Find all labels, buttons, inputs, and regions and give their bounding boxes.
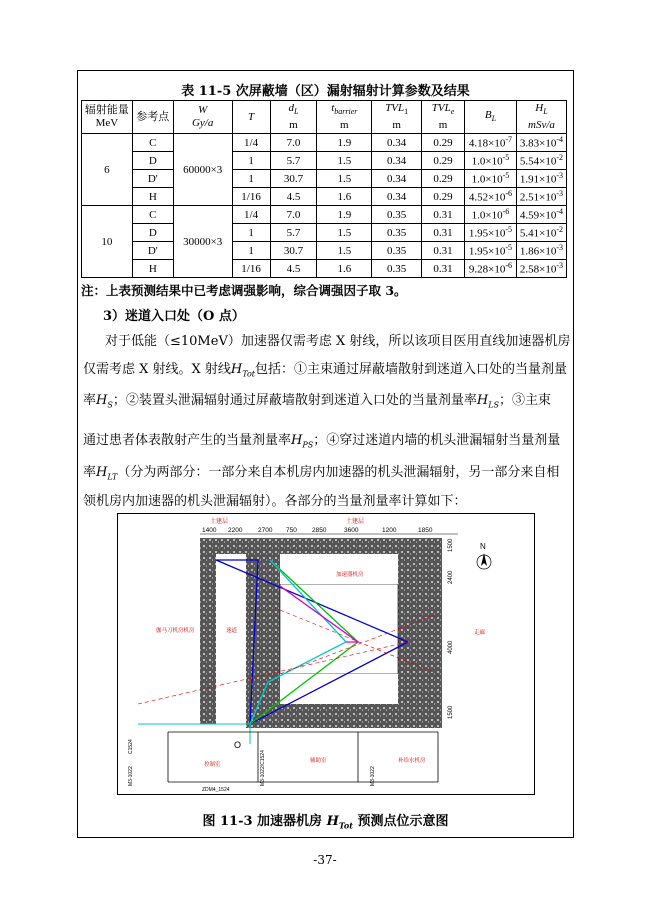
label-bottom1: 控制室 — [204, 762, 221, 768]
header-tvl1: $TVL_1$ m — [372, 101, 422, 134]
cell-tvle: 0.31 — [422, 224, 465, 242]
cell-energy: 6 — [82, 134, 133, 206]
page-number: -37- — [313, 853, 337, 867]
label-left-room: 伽马刀机房机房 — [156, 628, 195, 634]
table-row — [82, 224, 567, 242]
wall-left — [200, 538, 216, 724]
cell-t: 1 — [232, 224, 270, 242]
cell-dl: 7.0 — [270, 134, 317, 152]
table-header-row — [82, 101, 567, 134]
cell-tvl1: 0.34 — [372, 152, 422, 170]
wall-right — [412, 538, 442, 724]
label-m2: M3-1022/C1524 — [260, 750, 266, 786]
wall-top — [200, 538, 432, 554]
cell-hl: $2.58\times 10^{-3}$ — [516, 260, 566, 278]
cell-bl: $1.95\times 10^{-5}$ — [465, 224, 517, 242]
cell-tvle: 0.31 — [422, 260, 465, 278]
cell-tvle: 0.31 — [422, 206, 465, 224]
vertical-dimension-label: 1500 — [448, 538, 454, 552]
floor-plan-figure — [117, 513, 535, 795]
cell-tvl1: 0.34 — [372, 134, 422, 152]
header-point: 参考点 — [132, 101, 173, 134]
cell-hl: $1.86\times 10^{-3}$ — [516, 242, 566, 260]
floor-plan-svg — [118, 514, 534, 794]
dimension-label: 1400 — [202, 527, 217, 534]
cell-energy: 10 — [82, 206, 133, 278]
cell-w: 30000×3 — [173, 206, 232, 278]
figure-caption: 图 11-3 加速器机房 $H_{Tot}$ 预测点位示意图 — [202, 814, 449, 831]
room-upper — [280, 554, 398, 584]
cell-dl: 4.5 — [270, 260, 317, 278]
cell-dl: 5.7 — [270, 224, 317, 242]
cell-tvl1: 0.34 — [372, 170, 422, 188]
cell-tbarrier: 1.5 — [317, 152, 372, 170]
cell-w: 60000×3 — [173, 134, 232, 206]
header-w: W Gy/a — [173, 101, 232, 134]
cell-t: 1 — [232, 152, 270, 170]
dimension-label: 2200 — [228, 527, 243, 534]
cell-t: 1/4 — [232, 206, 270, 224]
table-row — [82, 260, 567, 278]
table-body — [82, 134, 567, 278]
cell-tbarrier: 1.6 — [317, 188, 372, 206]
dimension-label: 3600 — [344, 527, 359, 534]
para-line-4: 通过患者体表散射产生的当量剂量率$H_{PS}$；④穿过迷道内墙的机头泄漏辐射当量剂量 — [83, 433, 561, 450]
label-top-mid: 土建层 — [346, 518, 365, 525]
label-top-left: 土建层 — [210, 518, 229, 525]
dimension-label: 750 — [286, 527, 297, 534]
label-zdm: ZDM4_1524 — [202, 787, 230, 793]
radiation-table — [81, 100, 567, 278]
cell-point: D — [132, 224, 173, 242]
wall-bottom — [268, 704, 442, 728]
header-tvle: $TVL_e$ m — [422, 101, 465, 134]
label-room: 加速器机房 — [336, 572, 364, 578]
table-row — [82, 134, 567, 152]
label-m1: M3-1022 — [128, 766, 134, 786]
cell-tbarrier: 1.9 — [317, 206, 372, 224]
table-title: 表 11-5 次屏蔽墙（区）漏射辐射计算参数及结果 — [181, 84, 470, 99]
label-bottom3: 补给水机房 — [398, 758, 426, 764]
cell-hl: $4.59\times 10^{-4}$ — [516, 206, 566, 224]
door-labels — [128, 739, 376, 793]
cell-hl: $2.51\times 10^{-3}$ — [516, 188, 566, 206]
dimension-label: 2700 — [258, 527, 273, 534]
header-energy: 辐射能量 MeV — [82, 101, 133, 134]
cell-t: 1/16 — [232, 188, 270, 206]
cell-bl: $1.0\times 10^{-5}$ — [465, 152, 517, 170]
cell-tbarrier: 1.9 — [317, 134, 372, 152]
cell-point: C — [132, 134, 173, 152]
cell-tvl1: 0.35 — [372, 242, 422, 260]
dimension-label: 2850 — [312, 527, 327, 534]
table-row — [82, 170, 567, 188]
cell-point: D' — [132, 170, 173, 188]
cell-point: D — [132, 152, 173, 170]
cell-t: 1/4 — [232, 134, 270, 152]
table-note: 注：上表预测结果中已考虑调强影响，综合调强因子取 3。 — [81, 283, 407, 298]
vertical-dimension-label: 2400 — [448, 570, 454, 584]
section-heading: 3）迷道入口处（O 点） — [103, 309, 245, 324]
header-bl: $B_L$ — [465, 101, 517, 134]
cell-dl: 4.5 — [270, 188, 317, 206]
label-point-o: O — [234, 740, 242, 750]
cell-tbarrier: 1.5 — [317, 170, 372, 188]
cell-tbarrier: 1.6 — [317, 260, 372, 278]
label-bottom2: 辅助室 — [310, 758, 327, 764]
cell-tvl1: 0.35 — [372, 206, 422, 224]
cell-dl: 30.7 — [270, 170, 317, 188]
cell-hl: $1.91\times 10^{-3}$ — [516, 170, 566, 188]
cell-tvl1: 0.35 — [372, 224, 422, 242]
svg-text:N: N — [480, 542, 486, 551]
cell-hl: $5.41\times 10^{-2}$ — [516, 224, 566, 242]
dimension-label: 1200 — [382, 527, 397, 534]
cell-bl: $1.95\times 10^{-5}$ — [465, 242, 517, 260]
cell-tvle: 0.29 — [422, 188, 465, 206]
table-row — [82, 242, 567, 260]
header-dl: $d_L$ m — [270, 101, 317, 134]
north-arrow-icon — [477, 542, 491, 569]
cell-point: C — [132, 206, 173, 224]
wall-primary-right — [398, 554, 412, 704]
cell-bl: $1.0\times 10^{-5}$ — [465, 170, 517, 188]
para-line-2: 仅需考虑 X 射线。X 射线$H_{Tot}$包括：①主束通过屏蔽墙散射到迷道入口处的当量剂量 — [83, 362, 568, 379]
dimension-labels — [202, 527, 433, 534]
label-right: 走廊 — [474, 630, 486, 636]
para-line-6: 领机房内加速器的机头泄漏辐射）。各部分的当量剂量率计算如下： — [83, 494, 467, 509]
cell-point: H — [132, 188, 173, 206]
cell-bl: $4.52\times 10^{-6}$ — [465, 188, 517, 206]
bottom-partitions — [168, 732, 438, 782]
cell-t: 1 — [232, 170, 270, 188]
cell-tvl1: 0.34 — [372, 188, 422, 206]
cell-t: 1 — [232, 242, 270, 260]
cell-bl: $9.28\times 10^{-6}$ — [465, 260, 517, 278]
label-c1: C1524 — [128, 739, 134, 754]
cell-t: 1/16 — [232, 260, 270, 278]
label-maze: 迷道 — [226, 628, 238, 634]
para-line-3: 率$H_S$；②装置头泄漏辐射通过屏蔽墙散射到迷道入口处的当量剂量率$H_{LS}$；③主束 — [83, 393, 552, 410]
header-hl: $H_L$ mSv/a — [516, 101, 566, 134]
cell-bl: $1.0\times 10^{-6}$ — [465, 206, 517, 224]
cell-point: H — [132, 260, 173, 278]
cell-dl: 5.7 — [270, 152, 317, 170]
vertical-dimension-label: 1500 — [448, 705, 454, 719]
header-t: T — [232, 101, 270, 134]
label-m3: M3-1022 — [370, 766, 376, 786]
header-tbarrier: $t_{barrier}$ m — [317, 101, 372, 134]
cell-dl: 7.0 — [270, 206, 317, 224]
vertical-dimension-label: 4000 — [448, 640, 454, 654]
cell-dl: 30.7 — [270, 242, 317, 260]
wall-maze-inner — [246, 538, 268, 728]
cell-point: D' — [132, 242, 173, 260]
dimension-label: 1850 — [418, 527, 433, 534]
cell-tbarrier: 1.5 — [317, 224, 372, 242]
table-row — [82, 188, 567, 206]
table-row — [82, 206, 567, 224]
cell-tvle: 0.31 — [422, 242, 465, 260]
cell-tvle: 0.29 — [422, 152, 465, 170]
cell-tvle: 0.29 — [422, 170, 465, 188]
cell-tbarrier: 1.5 — [317, 242, 372, 260]
cell-bl: $4.18\times 10^{-7}$ — [465, 134, 517, 152]
para-line-1: 对于低能（≤10MeV）加速器仅需考虑 X 射线，所以该项目医用直线加速器机房 — [105, 334, 571, 349]
cell-hl: $5.54\times 10^{-2}$ — [516, 152, 566, 170]
cell-tvle: 0.29 — [422, 134, 465, 152]
vertical-dimension-labels — [448, 538, 454, 719]
para-line-5: 率$H_{LT}$（分为两部分：一部分来自本机房内加速器的机头泄漏辐射，另一部分来自相 — [83, 465, 560, 482]
cell-tvl1: 0.35 — [372, 260, 422, 278]
cell-hl: $3.83\times 10^{-4}$ — [516, 134, 566, 152]
table-row — [82, 152, 567, 170]
